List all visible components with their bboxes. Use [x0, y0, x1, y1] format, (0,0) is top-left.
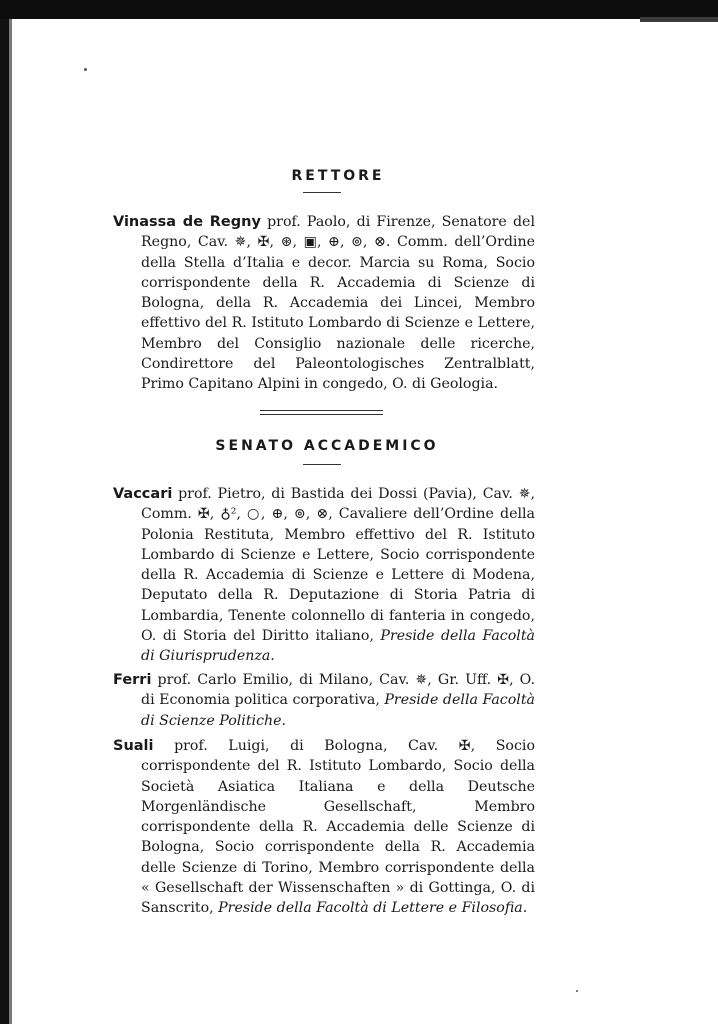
- title-underline: [303, 464, 341, 465]
- entry-role: Preside della Facoltà di Scienze Politiche.: [141, 692, 535, 729]
- entry-vinassa: [113, 212, 535, 395]
- section-divider-top: [260, 410, 383, 411]
- entry-vaccari: [113, 484, 535, 667]
- entry-role: Preside della Facoltà di Lettere e Filosofia.: [218, 900, 528, 917]
- title-underline: [303, 192, 341, 193]
- entry-role: Preside della Facoltà di Giurisprudenza.: [141, 628, 535, 665]
- scan-left-border: [0, 19, 9, 1024]
- entry-name: Suali: [113, 738, 154, 754]
- section-title-rettore: RETTORE: [291, 168, 385, 184]
- entry-name: Ferri: [113, 672, 152, 688]
- entry-text: prof. Carlo Emilio, di Milano, Cav. ✵, Gr. Uff. ✠, O. di Economia politica corporativa,: [141, 672, 535, 709]
- entry-suali: [113, 736, 535, 919]
- entry-text: prof. Paolo, di Firenze, Senatore del Regno, Cav. ✵, ✠, ⊛, ▣, ⊕, ⊚, ⊗. Comm. dell’Ordine della Stella d’Italia e decor. Marcia su Roma, Socio corrispondente della R. Accademia di Scienze di Bologna, della R. Accademia dei Lincei, Membro effettivo del R. Istituto Lombardo di Scienze e Lettere, Membro del Consiglio nazionale delle ricerche, Condirettore del Paleontologisches Zentralblatt, Primo Capitano Alpini in congedo, O. di Geologia.: [141, 214, 535, 393]
- entry-text: prof. Luigi, di Bologna, Cav. ✠, Socio corrispondente del R. Istituto Lombardo, Socio della Società Asiatica Italiana e della Deutsche Morgenländische Gesellschaft, Membro corrispondente della R. Accademia delle Scienze di Bologna, Socio corrispondente della R. Accademia delle Scienze di Torino, Membro corrispondente della « Gesellschaft der Wissenschaften » di Gottinga, O. di Sanscrito,: [141, 738, 535, 917]
- scan-speck: [576, 990, 578, 992]
- section-title-senato: SENATO ACCADEMICO: [215, 438, 439, 454]
- entry-ferri: [113, 670, 535, 731]
- scan-top-border-shadow: [640, 17, 718, 22]
- entry-name: Vinassa de Regny: [113, 214, 261, 230]
- section-divider-bottom: [260, 414, 383, 415]
- scan-speck: [84, 68, 87, 71]
- entry-name: Vaccari: [113, 486, 173, 502]
- entry-text: prof. Pietro, di Bastida dei Dossi (Pavia), Cav. ✵, Comm. ✠, ♁², ○, ⊕, ⊚, ⊗, Cavaliere dell’Ordine della Polonia Restituta, Membro effettivo del R. Istituto Lombardo di Scienze e Lettere, Socio corrispondente della R. Accademia di Scienze e Lettere di Modena, Deputato della R. Deputazione di Storia Patria di Lombardia, Tenente colonnello di fanteria in congedo, O. di Storia del Diritto italiano,: [141, 486, 536, 645]
- scan-left-border-shadow: [9, 19, 12, 1024]
- scan-top-border: [0, 0, 718, 19]
